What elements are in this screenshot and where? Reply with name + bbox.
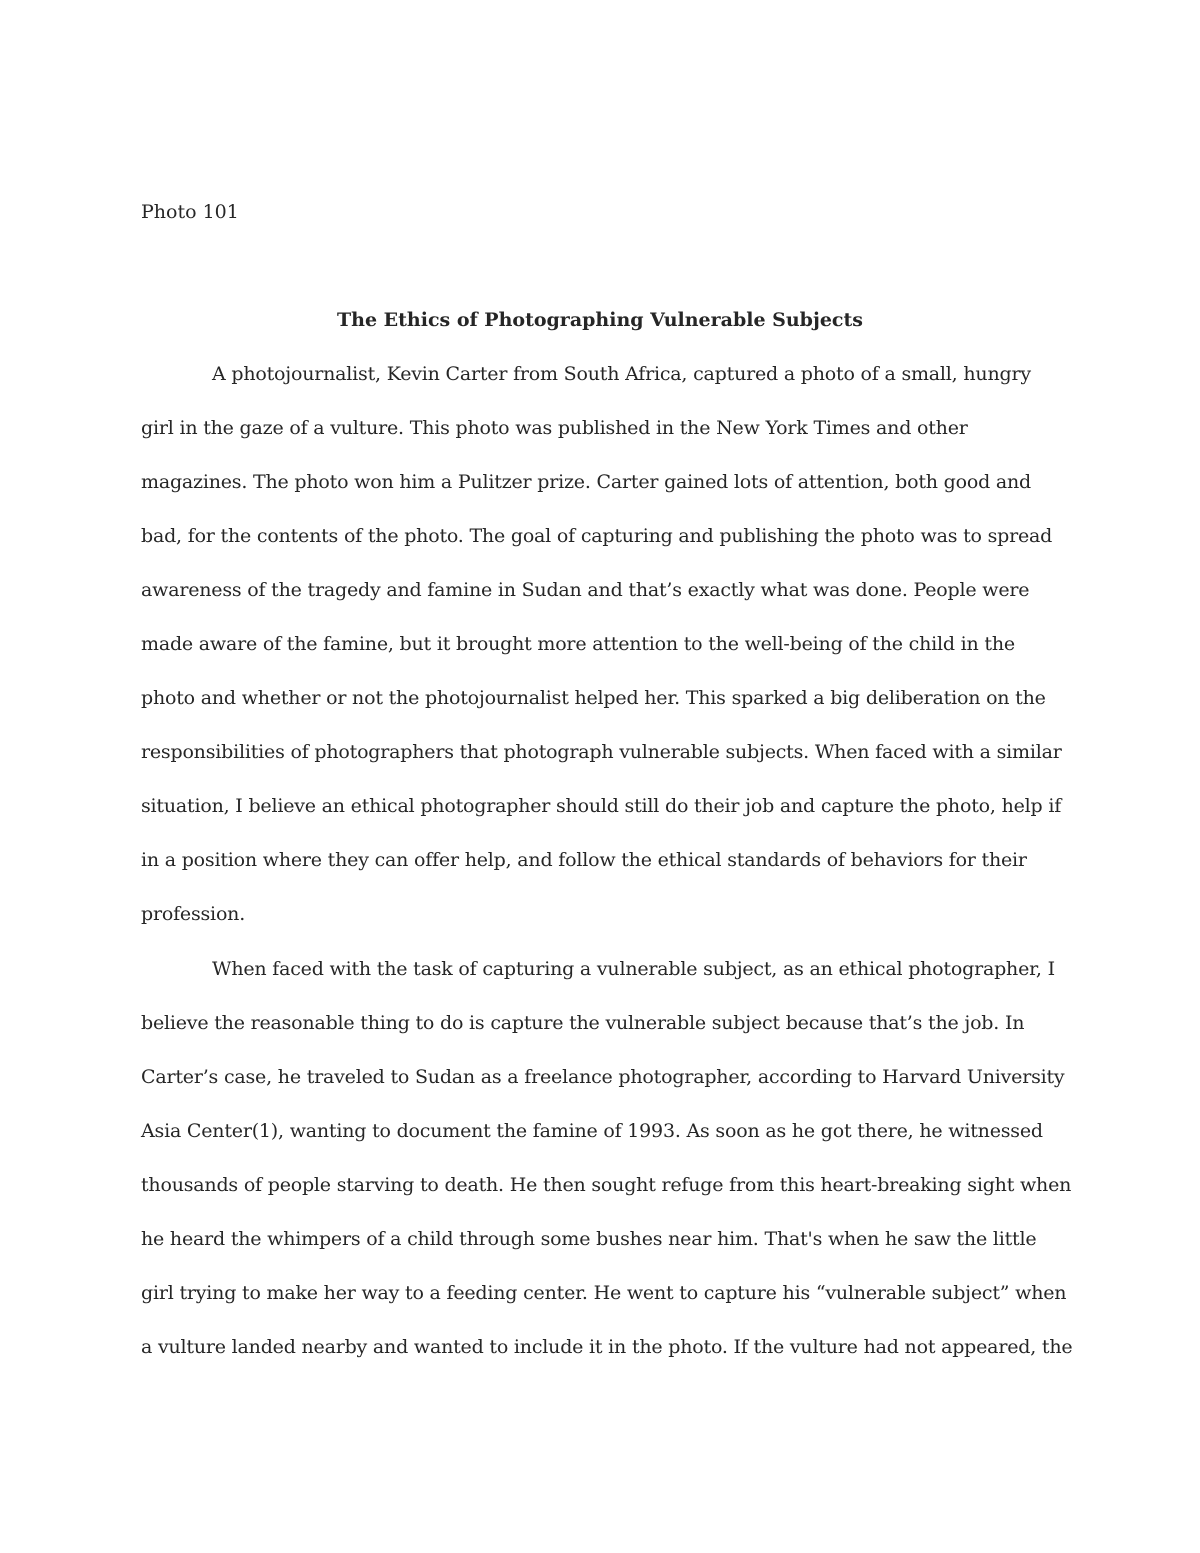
paragraph-line: responsibilities of photographers that photograph vulnerable subjects. When faced with a similar (141, 741, 1062, 763)
essay-title: The Ethics of Photographing Vulnerable Subjects (337, 309, 863, 331)
paragraph-line: A photojournalist, Kevin Carter from South Africa, captured a photo of a small, hungry (212, 363, 1031, 385)
paragraph-line: in a position where they can offer help, and follow the ethical standards of behaviors for their (141, 849, 1027, 871)
course-label: Photo 101 (141, 201, 239, 223)
paragraph-line: made aware of the famine, but it brought more attention to the well-being of the child in the (141, 633, 1015, 655)
paragraph-line: photo and whether or not the photojournalist helped her. This sparked a big deliberation on the (141, 687, 1046, 709)
paragraph-line: situation, I believe an ethical photographer should still do their job and capture the photo, help if (141, 795, 1062, 817)
paragraph-line: awareness of the tragedy and famine in Sudan and that’s exactly what was done. People were (141, 579, 1030, 601)
paragraph-line: profession. (141, 903, 246, 925)
paragraph-line: girl trying to make her way to a feeding center. He went to capture his “vulnerable subject” when (141, 1282, 1067, 1304)
paragraph-line: Asia Center(1), wanting to document the famine of 1993. As soon as he got there, he witnessed (141, 1120, 1043, 1142)
paragraph-line: believe the reasonable thing to do is capture the vulnerable subject because that’s the job. In (141, 1012, 1025, 1034)
paragraph-line: thousands of people starving to death. He then sought refuge from this heart-breaking sight when (141, 1174, 1072, 1196)
paragraph-line: a vulture landed nearby and wanted to include it in the photo. If the vulture had not appeared, the (141, 1336, 1073, 1358)
paragraph-line: When faced with the task of capturing a vulnerable subject, as an ethical photographer, I (212, 958, 1055, 980)
paragraph-line: bad, for the contents of the photo. The goal of capturing and publishing the photo was to spread (141, 525, 1053, 547)
paragraph-line: magazines. The photo won him a Pulitzer prize. Carter gained lots of attention, both good and (141, 471, 1032, 493)
paragraph-line: girl in the gaze of a vulture. This photo was published in the New York Times and other (141, 417, 968, 439)
paragraph-line: he heard the whimpers of a child through some bushes near him. That's when he saw the little (141, 1228, 1037, 1250)
paragraph-line: Carter’s case, he traveled to Sudan as a freelance photographer, according to Harvard University (141, 1066, 1065, 1088)
